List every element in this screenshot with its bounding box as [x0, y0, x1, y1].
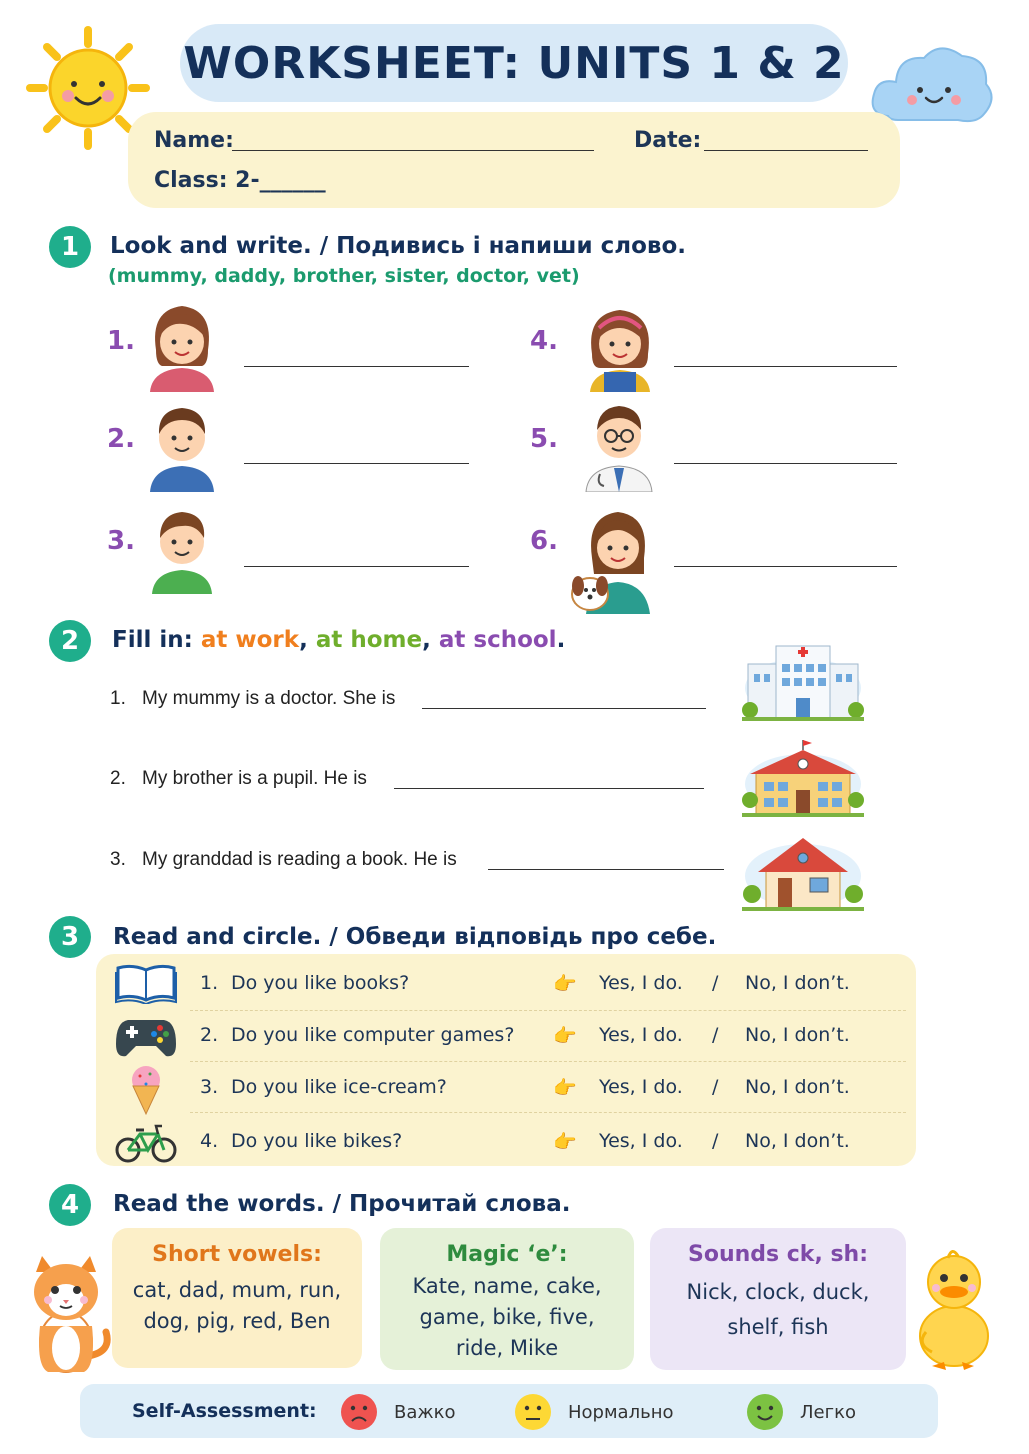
comma: ,	[299, 627, 308, 653]
happy-face-icon[interactable]	[746, 1393, 784, 1431]
item-number: 4.	[530, 326, 558, 356]
ice-cream-icon	[128, 1064, 164, 1116]
card-line: dog, pig, red, Ben	[143, 1309, 331, 1333]
hard-label: Важко	[394, 1402, 456, 1423]
option-at-work: at work	[200, 627, 300, 653]
pointing-hand-icon: 👉	[553, 1077, 577, 1099]
fill-in-label: Fill in:	[112, 627, 193, 653]
self-assessment-label: Self-Assessment:	[132, 1400, 317, 1422]
answer-no[interactable]: No, I don’t.	[745, 972, 850, 994]
period: .	[556, 627, 566, 653]
card-line: Nick, clock, duck,	[686, 1280, 870, 1304]
sentence-number: 2.	[110, 768, 126, 789]
section-1-title: Look and write. / Подивись і напиши слово.	[110, 233, 686, 259]
short-vowels-card	[112, 1228, 362, 1368]
bike-icon	[114, 1122, 178, 1164]
section-1-badge: 1	[49, 226, 91, 268]
section-4-badge: 4	[49, 1184, 91, 1226]
name-field[interactable]	[232, 150, 594, 151]
question-row	[200, 972, 900, 994]
question-row	[200, 1024, 900, 1046]
card-line: shelf, fish	[727, 1315, 829, 1339]
item-number: 2.	[107, 424, 135, 454]
question-text: Do you like computer games?	[231, 1024, 515, 1046]
normal-label: Нормально	[568, 1402, 674, 1423]
answer-slash: /	[712, 1130, 719, 1152]
sentence-number: 1.	[110, 688, 126, 709]
row-divider	[190, 1061, 906, 1062]
sentence-answer-line[interactable]	[394, 788, 704, 789]
sentence-text: My mummy is a doctor. She is	[142, 688, 396, 709]
school-icon	[742, 738, 864, 818]
answer-yes[interactable]: Yes, I do.	[599, 1076, 683, 1098]
item-number: 6.	[530, 526, 558, 556]
item-number: 5.	[530, 424, 558, 454]
answer-line[interactable]	[244, 566, 469, 567]
brother-portrait-icon	[148, 504, 216, 594]
sentence-text: My granddad is reading a book. He is	[142, 849, 457, 870]
card-line: Kate, name, cake,	[412, 1274, 602, 1298]
neutral-face-icon[interactable]	[514, 1393, 552, 1431]
page-title: WORKSHEET: UNITS 1 & 2	[183, 37, 845, 89]
sentence-answer-line[interactable]	[422, 708, 706, 709]
item-number: 3.	[107, 526, 135, 556]
answer-slash: /	[712, 1076, 719, 1098]
sentence-text: My brother is a pupil. He is	[142, 768, 367, 789]
student-info-box	[128, 112, 900, 208]
duckling-icon	[912, 1244, 996, 1372]
mummy-portrait-icon	[146, 300, 218, 392]
answer-line[interactable]	[674, 566, 897, 567]
item-number: 1.	[107, 326, 135, 356]
magic-e-card	[380, 1228, 634, 1370]
answer-slash: /	[712, 1024, 719, 1046]
date-label: Date:	[634, 128, 702, 153]
card-line: cat, dad, mum, run,	[132, 1278, 342, 1302]
answer-line[interactable]	[244, 366, 469, 367]
answer-line[interactable]	[674, 463, 897, 464]
section-1-word-bank: (mummy, daddy, brother, sister, doctor, vet)	[108, 265, 580, 287]
section-3-badge: 3	[49, 916, 91, 958]
section-4-title: Read the words. / Прочитай слова.	[113, 1191, 571, 1217]
question-row	[200, 1076, 900, 1098]
name-label: Name:	[154, 128, 234, 153]
doctor-portrait-icon	[584, 398, 654, 492]
comma: ,	[422, 627, 431, 653]
question-number: 2.	[200, 1024, 219, 1046]
card-title: Magic ‘e’:	[446, 1242, 568, 1267]
sad-face-icon[interactable]	[340, 1393, 378, 1431]
vet-portrait-icon	[566, 502, 656, 614]
sister-portrait-icon	[584, 302, 656, 392]
section-2-badge: 2	[49, 620, 91, 662]
answer-no[interactable]: No, I don’t.	[745, 1024, 850, 1046]
pointing-hand-icon: 👉	[553, 1131, 577, 1153]
answer-no[interactable]: No, I don’t.	[745, 1130, 850, 1152]
section-3-title: Read and circle. / Обведи відповідь про себе.	[113, 924, 717, 950]
card-title: Short vowels:	[152, 1242, 322, 1267]
date-field[interactable]	[704, 150, 868, 151]
question-number: 1.	[200, 972, 219, 994]
pointing-hand-icon: 👉	[553, 1025, 577, 1047]
sentence-answer-line[interactable]	[488, 869, 724, 870]
option-at-home: at home	[315, 627, 423, 653]
option-at-school: at school	[438, 627, 557, 653]
card-line: game, bike, five,	[419, 1305, 595, 1329]
cat-icon	[26, 1256, 112, 1374]
title-banner	[180, 24, 848, 102]
row-divider	[190, 1112, 906, 1113]
question-text: Do you like bikes?	[231, 1130, 403, 1152]
easy-label: Легко	[800, 1402, 856, 1423]
answer-line[interactable]	[674, 366, 897, 367]
section-2-title	[112, 627, 565, 653]
question-number: 4.	[200, 1130, 219, 1152]
answer-yes[interactable]: Yes, I do.	[599, 1024, 683, 1046]
book-icon	[114, 962, 178, 1004]
question-text: Do you like books?	[231, 972, 410, 994]
answer-yes[interactable]: Yes, I do.	[599, 972, 683, 994]
sentence-number: 3.	[110, 849, 126, 870]
question-text: Do you like ice-cream?	[231, 1076, 447, 1098]
sounds-ck-sh-card	[650, 1228, 906, 1370]
hospital-icon	[742, 640, 864, 722]
card-title: Sounds ck, sh:	[687, 1242, 869, 1267]
house-icon	[742, 830, 864, 912]
answer-slash: /	[712, 972, 719, 994]
class-label: Class: 2-______	[154, 168, 326, 193]
answer-yes[interactable]: Yes, I do.	[599, 1130, 683, 1152]
question-number: 3.	[200, 1076, 219, 1098]
row-divider	[190, 1010, 906, 1011]
question-row	[200, 1130, 900, 1152]
answer-no[interactable]: No, I don’t.	[745, 1076, 850, 1098]
gamepad-icon	[114, 1014, 178, 1060]
card-line: ride, Mike	[455, 1336, 559, 1360]
pointing-hand-icon: 👉	[553, 973, 577, 995]
daddy-portrait-icon	[146, 398, 218, 492]
answer-line[interactable]	[244, 463, 469, 464]
